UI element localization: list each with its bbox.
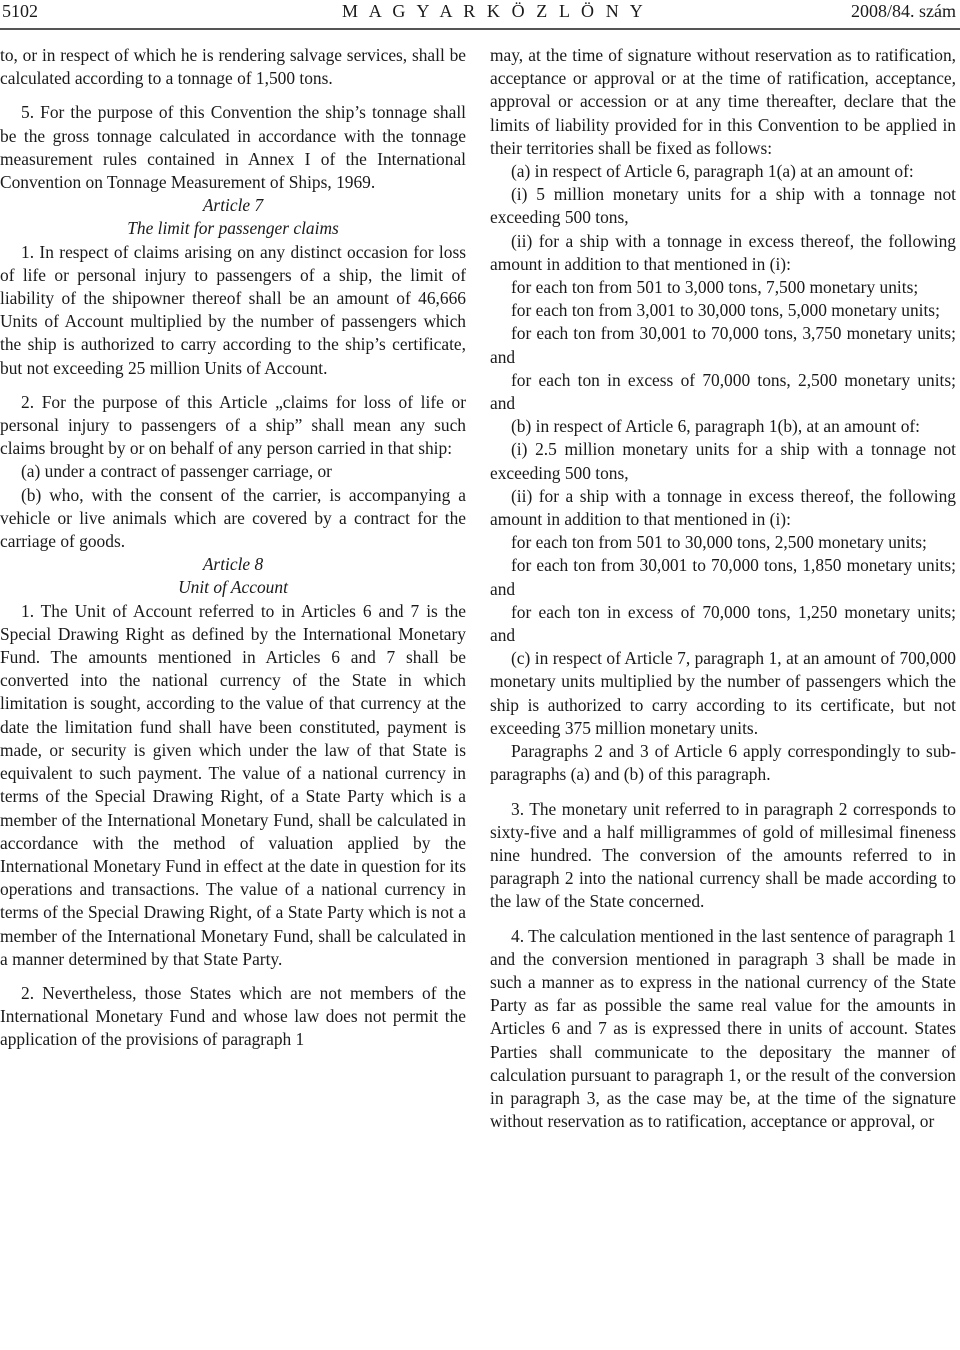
item-c: (c) in respect of Article 7, paragraph 1, at an amount of 700,000 monetary units multiplied by the number of passengers which the ship is authorized to carry according to its certificate, but not exceeding 375 million monetary units. [490,648,956,738]
page-header [0,0,960,28]
item-a-ii-rate-2: for each ton from 3,001 to 30,000 tons, 5,000 monetary units; [511,300,940,321]
paragraph-continuation: may, at the time of signature without reservation as to ratification, acceptance or approval or at the time of ratification, acceptance, approval or accession or at any time thereafter, declare that the limits of liability provided for in this Convention to be applied in their territories shall be fixed as follows: [490,45,956,158]
journal-title: M A G Y A R K Ö Z L Ö N Y [342,1,647,21]
item-b-intro: (b) in respect of Article 6, paragraph 1(b), at an amount of: [511,416,921,437]
paragraph-3: 3. The monetary unit referred to in paragraph 2 corresponds to sixty-five and a half milligrammes of gold of millesimal fineness nine hundred. The conversion of the amounts referred to in paragraph 2 into the national currency shall be made according to the law of the State concerned. [490,798,956,912]
item-a-intro: (a) in respect of Article 6, paragraph 1(a) at an amount of: [511,161,914,182]
item-a-ii-rate-1: for each ton from 501 to 3,000 tons, 7,500 monetary units; [511,277,919,298]
right-column [490,44,956,1350]
page-number: 5102 [2,1,38,21]
article-8-paragraph-1: 1. The Unit of Account referred to in Articles 6 and 7 is the Special Drawing Right as defined by the International Monetary Fund. The amounts mentioned in Articles 6 and 7 shall be converted into the national currency of the State in which limitation is sought, according to the value of that currency at the date the limitation fund shall have been constituted, payment is made, or security is given which under the law of that State is equivalent to such payment. The value of a national currency in terms of the Special Drawing Right, of a State Party which is a member of the International Monetary Fund, shall be calculated in accordance with the method of valuation applied by the International Monetary Fund in effect at the date in question for its operations and transactions. The value of a national currency in terms of the Special Drawing Right, of a State Party which is not a member of the International Monetary Fund, shall be calculated in a manner determined by that State Party. [0,600,466,969]
item-b-ii-rate-3: for each ton in excess of 70,000 tons, 1,250 monetary units; and [490,601,956,646]
article-7-heading: Article 7 [202,195,264,216]
item-a-i: (i) 5 million monetary units for a ship with a tonnage not exceeding 500 tons, [490,184,956,228]
item-a-ii-rate-4: for each ton in excess of 70,000 tons, 2,500 monetary units; and [490,369,956,414]
item-c-note: Paragraphs 2 and 3 of Article 6 apply correspondingly to sub-paragraphs (a) and (b) of this paragraph. [490,741,956,785]
paragraph-4: 4. The calculation mentioned in the last sentence of paragraph 1 and the conversion mentioned in paragraph 3 shall be made in such a manner as to express in the national currency of the State Party as far as possible the same real value for the amounts in Articles 6 and 7 as is expressed there in units of account. States Parties shall communicate to the depositary the manner of calculation pursuant to paragraph 1, or the result of the conversion in paragraph 3, as the case may be, at the time of the signature without reservation as to ratification, acceptance or approval, or [490,925,956,1132]
item-b-ii-rate-2: for each ton from 30,001 to 70,000 tons, 1,850 monetary units; and [490,555,956,599]
article-7-item-a: (a) under a contract of passenger carriage, or [21,461,332,482]
article-8-paragraph-2: 2. Nevertheless, those States which are not members of the International Monetary Fund and whose law does not permit the application of the provisions of paragraph 1 [0,982,466,1050]
left-column [0,44,466,1350]
item-a-ii-rate-3: for each ton from 30,001 to 70,000 tons, 3,750 monetary units; and [490,323,956,367]
article-7-item-b: (b) who, with the consent of the carrier, is accompanying a vehicle or live animals which are covered by a contract for the carriage of goods. [0,484,466,552]
header-rule [0,28,960,30]
item-b-ii-rate-1: for each ton from 501 to 30,000 tons, 2,500 monetary units; [511,532,927,553]
article-8-heading: Article 8 [202,554,264,575]
issue-number: 2008/84. szám [851,1,956,21]
item-b-i: (i) 2.5 million monetary units for a ship with a tonnage not exceeding 500 tons, [490,439,956,483]
paragraph-5: 5. For the purpose of this Convention the ship’s tonnage shall be the gross tonnage calculated in accordance with the tonnage measurement rules contained in Annex I of the International Convention on Tonnage Measurement of Ships, 1969. [0,102,466,193]
article-7-paragraph-1: 1. In respect of claims arising on any distinct occasion for loss of life or personal injury to passengers of a ship, the limit of liability of the shipowner thereof shall be an amount of 46,666 Units of Account multiplied by the number of passengers which the ship is authorized to carry according to the ship’s certificate, but not exceeding 25 million Units of Account. [0,241,466,378]
item-b-ii: (ii) for a ship with a tonnage in excess thereof, the following amount in addition to that mentioned in (i): [490,485,956,530]
item-a-ii: (ii) for a ship with a tonnage in excess thereof, the following amount in addition to that mentioned in (i): [490,230,956,274]
paragraph-continuation: to, or in respect of which he is rendering salvage services, shall be calculated according to a tonnage of 1,500 tons. [0,45,466,89]
article-8-subheading: Unit of Account [178,577,288,598]
article-7-subheading: The limit for passenger claims [127,218,339,239]
article-7-paragraph-2: 2. For the purpose of this Article „claims for loss of life or personal injury to passengers of a ship” shall mean any such claims brought by or on behalf of any person carried in that ship: [0,391,466,459]
